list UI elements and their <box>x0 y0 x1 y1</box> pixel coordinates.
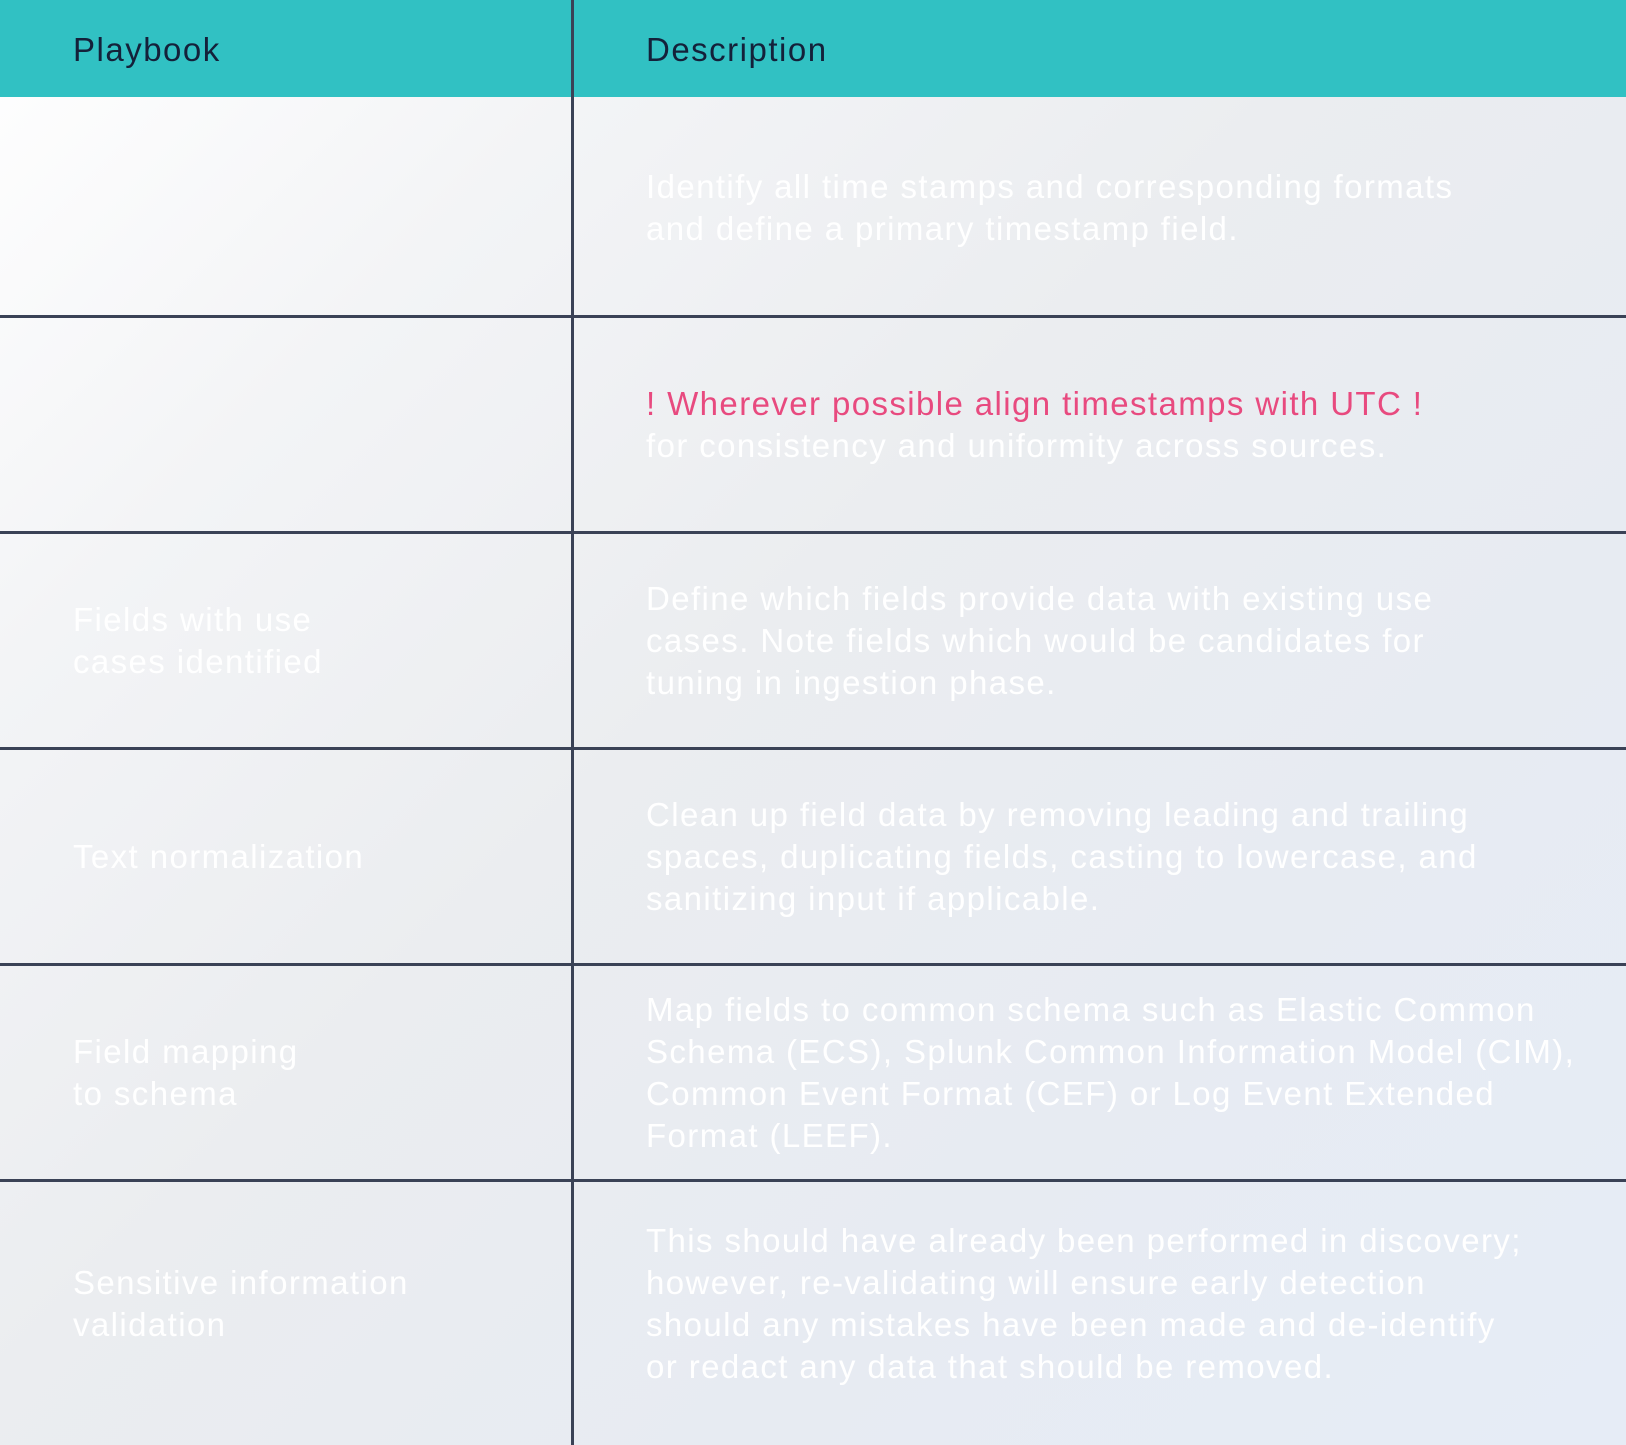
table-row <box>0 534 1626 748</box>
description-cell <box>646 966 1606 1180</box>
table-row <box>0 750 1626 964</box>
description-line: sanitizing input if applicable. <box>646 880 1101 917</box>
description-cell <box>646 534 1606 748</box>
description-line: and define a primary timestamp field. <box>646 210 1239 247</box>
table-header <box>0 0 1626 97</box>
playbook-line: Field mapping <box>73 1033 299 1070</box>
description-line: Schema (ECS), Splunk Common Information Model (CIM), <box>646 1033 1576 1070</box>
utc-warning: ! Wherever possible align timestamps with UTC ! <box>646 385 1424 422</box>
playbook-line: Text normalization <box>73 838 365 875</box>
table-row <box>0 966 1626 1180</box>
description-line: tuning in ingestion phase. <box>646 664 1057 701</box>
description-line: Common Event Format (CEF) or Log Event Extended <box>646 1075 1495 1112</box>
playbook-cell <box>73 1182 553 1445</box>
description-line: however, re-validating will ensure early detection <box>646 1263 1426 1301</box>
playbook-cell <box>73 534 553 748</box>
description-line: or redact any data that should be removed. <box>646 1347 1335 1385</box>
description-line: Identify all time stamps and corresponding formats <box>646 168 1454 205</box>
table-row <box>0 97 1626 315</box>
description-line: spaces, duplicating fields, casting to lowercase, and <box>646 838 1478 875</box>
playbook-line: to schema <box>73 1075 238 1112</box>
header-description: Description <box>646 31 828 68</box>
column-divider <box>571 0 574 1445</box>
description-line: Clean up field data by removing leading and trailing <box>646 796 1470 833</box>
playbook-cell <box>73 318 553 532</box>
description-cell <box>646 318 1606 532</box>
table-row <box>0 318 1626 532</box>
playbook-cell <box>73 97 553 315</box>
description-line: cases. Note fields which would be candidates for <box>646 622 1425 659</box>
description-line: Define which fields provide data with existing use <box>646 580 1434 617</box>
description-cell <box>646 97 1606 315</box>
playbook-line: Sensitive information <box>73 1263 409 1301</box>
playbook-cell <box>73 966 553 1180</box>
playbook-line: Fields with use <box>73 601 313 638</box>
playbook-line: validation <box>73 1305 227 1343</box>
table-row <box>0 1182 1626 1445</box>
playbook-cell <box>73 750 553 964</box>
description-line: Format (LEEF). <box>646 1117 893 1154</box>
header-playbook: Playbook <box>73 31 221 68</box>
description-line: This should have already been performed in discovery; <box>646 1221 1522 1259</box>
description-line: should any mistakes have been made and de-identify <box>646 1305 1496 1343</box>
description-line: for consistency and uniformity across sources. <box>646 427 1388 464</box>
description-cell <box>646 1182 1606 1445</box>
playbook-line: cases identified <box>73 643 323 680</box>
description-cell <box>646 750 1606 964</box>
description-line: Map fields to common schema such as Elastic Common <box>646 991 1536 1028</box>
